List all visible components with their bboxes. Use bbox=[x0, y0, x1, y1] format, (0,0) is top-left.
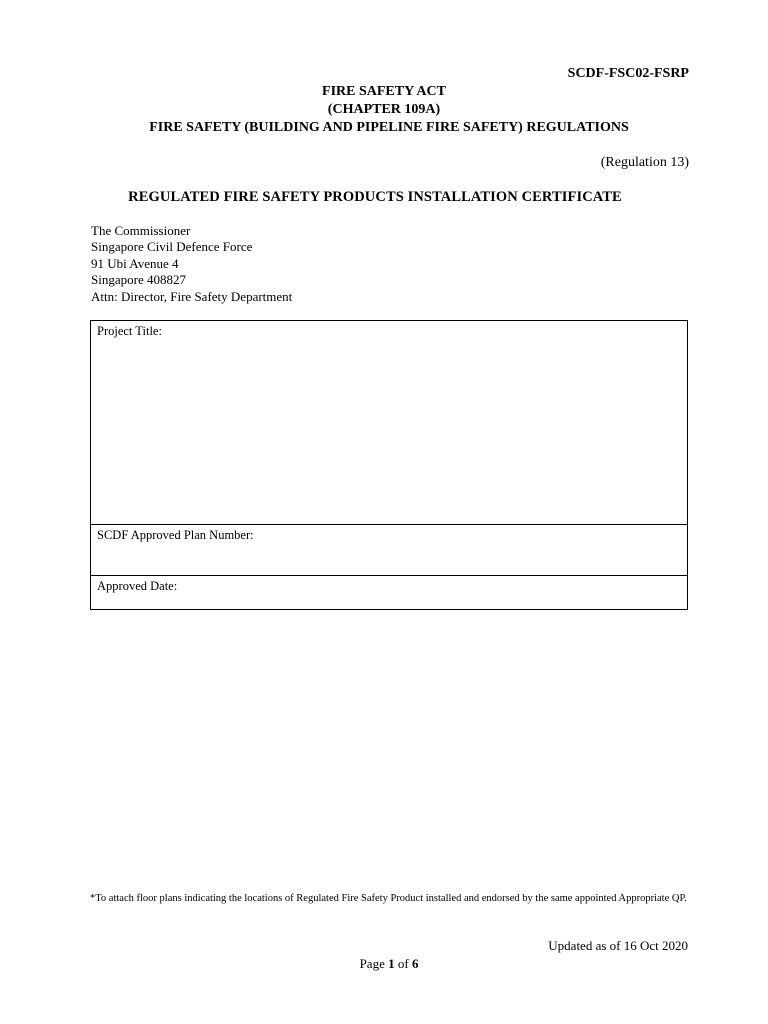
address-line: Singapore 408827 bbox=[91, 272, 186, 288]
certificate-title: REGULATED FIRE SAFETY PRODUCTS INSTALLATION CERTIFICATE bbox=[128, 189, 622, 205]
address-line: The Commissioner bbox=[91, 223, 191, 238]
page-of: of bbox=[397, 956, 409, 971]
project-title-label: Project Title: bbox=[97, 324, 162, 338]
regulation-reference: (Regulation 13) bbox=[600, 155, 689, 170]
project-title-field[interactable] bbox=[91, 321, 687, 525]
chapter-label: (CHAPTER 109A) bbox=[327, 102, 441, 117]
address-line: Singapore Civil Defence Force bbox=[91, 239, 253, 255]
recipient-address bbox=[91, 223, 292, 305]
page-total: 6 bbox=[411, 956, 419, 971]
address-line: 91 Ubi Avenue 4 bbox=[91, 255, 179, 271]
form-code: SCDF-FSC02-FSRP bbox=[567, 66, 689, 81]
page-number bbox=[0, 956, 768, 972]
approved-date-field[interactable] bbox=[91, 576, 687, 609]
approved-plan-number-field[interactable] bbox=[91, 525, 687, 576]
approved-plan-number-label: SCDF Approved Plan Number: bbox=[97, 528, 254, 542]
footnote: *To attach floor plans indicating the locations of Regulated Fire Safety Product installed and endorsed by the same appointed Appropriate QP. bbox=[90, 893, 687, 904]
address-line: Attn: Director, Fire Safety Department bbox=[91, 288, 293, 304]
project-details-table bbox=[90, 320, 688, 610]
updated-date: Updated as of 16 Oct 2020 bbox=[548, 938, 688, 953]
approved-date-label: Approved Date: bbox=[97, 579, 178, 593]
page-prefix: Page bbox=[359, 956, 385, 971]
act-title: FIRE SAFETY ACT bbox=[322, 84, 446, 99]
regulations-title: FIRE SAFETY (BUILDING AND PIPELINE FIRE SAFETY) REGULATIONS bbox=[149, 120, 629, 135]
page-current: 1 bbox=[388, 956, 395, 971]
